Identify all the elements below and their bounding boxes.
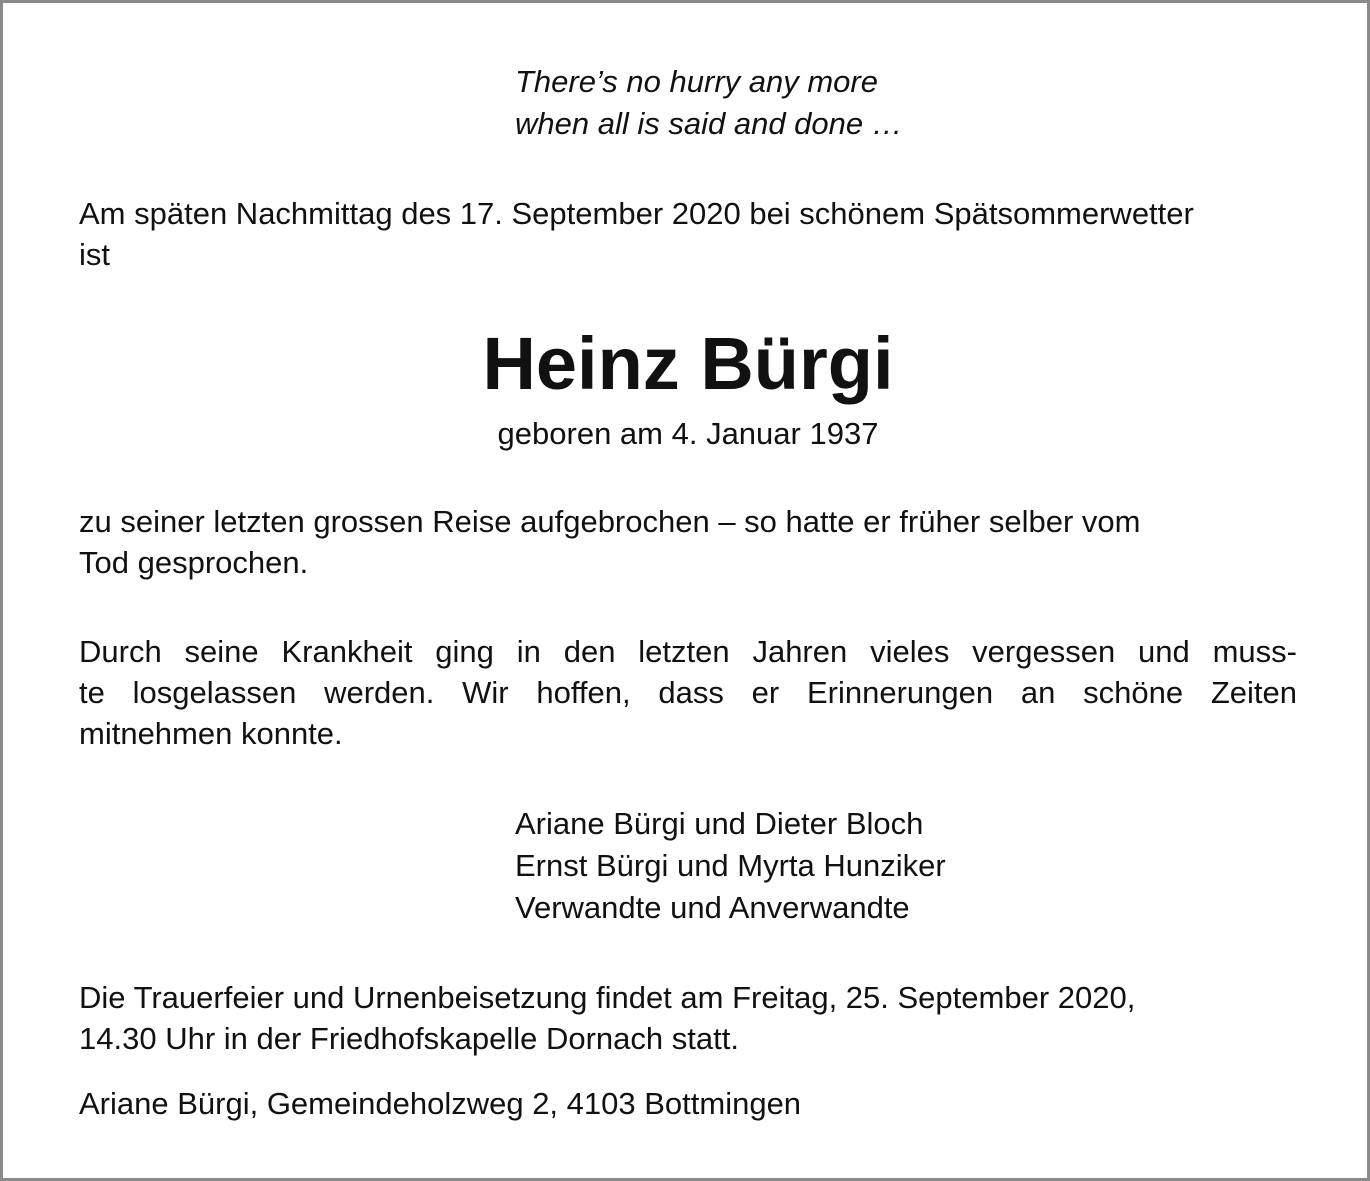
motto-line-2: when all is said and done … (515, 106, 903, 141)
family-member: Ernst Bürgi und Myrta Hunziker (515, 848, 946, 883)
intro-line-1: Am späten Nachmittag des 17. September 2020 bei schönem Spätsommerwetter (79, 196, 1194, 231)
contact-address: Ariane Bürgi, Gemeindeholzweg 2, 4103 Bottmingen (79, 1086, 802, 1121)
illness-line-3: mitnehmen konnte. (79, 716, 343, 751)
illness-line-2: te losgelassen werden. Wir hoffen, dass er Erinnerungen an schöne Zeiten (79, 675, 1297, 710)
family-signatures (515, 803, 946, 929)
motto-quote (515, 61, 903, 145)
journey-line-1: zu seiner letzten grossen Reise aufgebrochen – so hatte er früher selber vom (79, 504, 1141, 539)
family-member: Verwandte und Anverwandte (515, 890, 910, 925)
ceremony-line-1: Die Trauerfeier und Urnenbeisetzung findet am Freitag, 25. September 2020, (79, 980, 1136, 1015)
intro-paragraph (79, 193, 1297, 275)
deceased-name: Heinz Bürgi (482, 322, 894, 405)
ceremony-line-2: 14.30 Uhr in der Friedhofskapelle Dornach statt. (79, 1021, 739, 1056)
intro-line-2: ist (79, 237, 110, 272)
family-member: Ariane Bürgi und Dieter Bloch (515, 806, 924, 841)
journey-line-2: Tod gesprochen. (79, 545, 309, 580)
motto-line-1: There’s no hurry any more (515, 64, 878, 99)
journey-paragraph (79, 501, 1297, 583)
illness-line-1: Durch seine Krankheit ging in den letzten Jahren vieles vergessen und muss- (79, 634, 1297, 669)
ceremony-paragraph (79, 977, 1297, 1059)
illness-paragraph (79, 631, 1297, 754)
birth-date: geboren am 4. Januar 1937 (497, 416, 879, 451)
